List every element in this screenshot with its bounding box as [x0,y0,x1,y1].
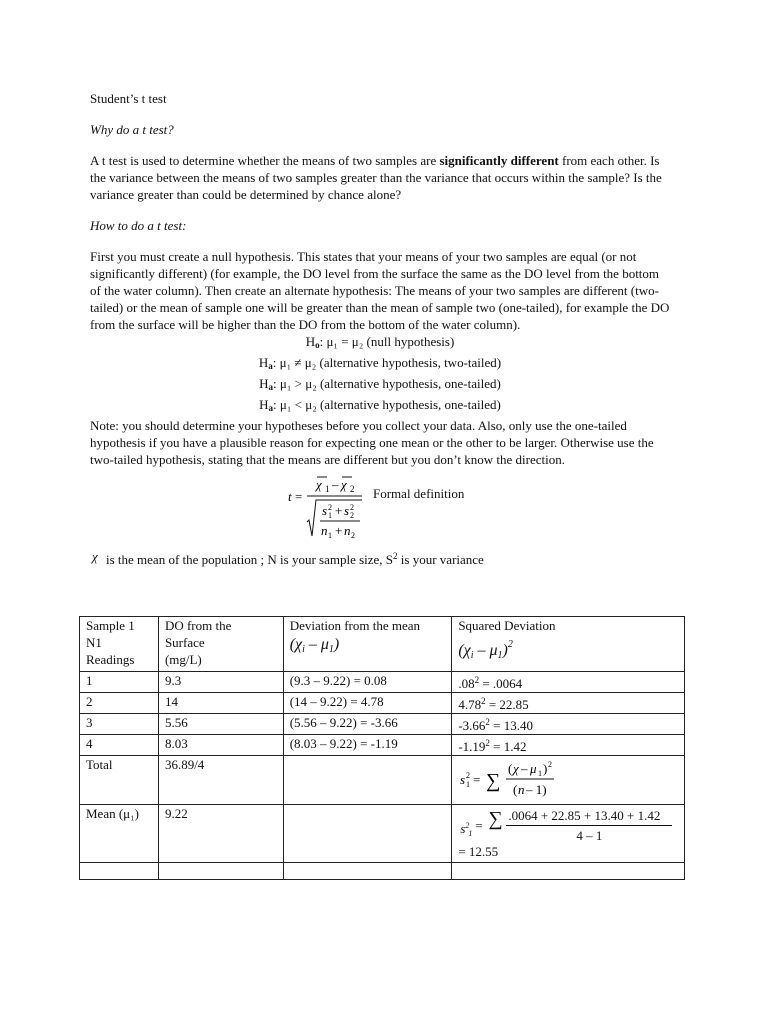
svg-text:1: 1 [466,780,471,789]
variance-numerator: .0064 + 22.85 + 13.40 + 1.42 [508,808,661,823]
variance-formula [452,756,685,805]
svg-text:): ) [543,761,548,776]
table-row: 4 8.03 (8.03 – 9.22) = -1.19 $-1.19^2 = 1.42$ [80,735,685,756]
svg-text:(: ( [508,761,513,776]
svg-text:2: 2 [351,531,355,540]
svg-text:– 1): – 1) [526,782,547,797]
svg-text:+: + [335,523,343,538]
svg-text:χ: χ [316,477,322,492]
header-squared: Squared Deviation (χi – μ1)$^2$ [452,617,685,672]
svg-text:2: 2 [548,760,553,769]
t-formula-graphic [280,470,370,542]
doc-title: Student’s t test [90,91,167,106]
intro-post: from each other. Is the variance between the means of two samples greater than the variance that occurs within the sample? Is the variance greater than could be determined by chance alone? [90,153,662,202]
table-row-empty [80,863,685,880]
why-heading: Why do a t test? [90,122,174,137]
chi-bar-symbol: χ [92,549,98,564]
table-row: 3 5.56 (5.56 – 9.22) = -3.66 $-3.66^2 = 13.40$ [80,714,685,735]
svg-text:2: 2 [328,503,332,512]
hypothesis-less: $H_a$: μ₁ < μ₂ (alternative hypothesis, one-tailed) [259,397,501,413]
svg-text:2: 2 [350,503,354,512]
svg-text:1: 1 [328,531,332,540]
note-paragraph: Note: you should determine your hypotheses before you collect your data. Also, only use the one-tailed hypothesis if you have a plausible reason for expecting one mean or the other to be larger. Otherwise use the two-tailed hypothesis, stating that the means are different but you don’t know the direction. [90,418,654,467]
variance-computation: $s^2$ 1 = ∑ .0064 + 22.85 + 13.40 + 1.42 4 – 1 = 12.55 [452,805,685,863]
header-do: DO from the Surface (mg/L) [158,617,283,672]
svg-text:–: – [332,477,339,492]
svg-text:2: 2 [466,771,471,780]
intro-paragraph [90,152,670,203]
document-page [90,90,670,568]
variance-result: = 12.55 [458,844,499,859]
table-row-mean: Mean (μ₁) 9.22 $s^2$ 1 = ∑ .0064 + 22.85 + 13.40 + 1.42 4 – 1 = 12.55 [80,805,685,863]
header-deviation: Deviation from the mean (χi – μ1) [283,617,452,672]
hypothesis-null: $H_o$: μ₁ = μ₂ (null hypothesis) [305,334,455,350]
svg-text:χ: χ [513,761,520,776]
svg-text:s: s [322,503,328,518]
how-heading: How to do a t test: [90,218,187,233]
svg-text:=: = [473,772,481,787]
definition-text: is the mean of the population ; N is your sample size, $S^2$ is your variance [106,551,484,567]
intro-pre: A t test is used to determine whether the means of two samples are [90,153,440,168]
svg-text:2: 2 [350,511,354,520]
svg-text:n: n [344,523,351,538]
svg-text:=: = [295,489,303,504]
svg-text:1: 1 [538,769,543,778]
svg-text:(: ( [513,782,518,797]
svg-text:n: n [321,523,328,538]
null-hypothesis-paragraph: First you must create a null hypothesis. This states that your means of your two samples are equal (or not significantly different) (for example, the DO level from the surface the same as the DO level from the bottom of the water column). Then create an alternate hypothesis: The means of your two samples are different (two-tailed) or the mean of sample one will be greater than the mean of sample two (one-tailed), for example the DO from the surface will be higher than the DO from the bottom of the water column). [90,249,670,332]
svg-text:1: 1 [325,484,330,494]
svg-text:+: + [335,503,343,518]
svg-text:∑: ∑ [486,770,501,792]
svg-text:2: 2 [350,484,355,494]
svg-text:χ: χ [341,477,347,492]
header-sample: Sample 1 N1 Readings [80,617,159,672]
formula-label: Formal definition [373,486,465,501]
hypotheses-list [90,333,670,417]
hypothesis-two-tailed: $H_a$: μ₁ ≠ μ₂ (alternative hypothesis, two-tailed) [258,355,502,371]
data-table [79,616,685,880]
svg-text:n: n [518,782,525,797]
hypothesis-greater: $H_a$: μ₁ > μ₂ (alternative hypothesis, one-tailed) [259,376,501,392]
intro-bold: significantly different [439,153,559,168]
svg-text:t: t [288,489,292,504]
svg-text:–: – [521,761,528,776]
variance-formula-graphic [458,756,578,800]
t-formula [90,470,670,542]
svg-text:1: 1 [328,511,332,520]
table-header-row [80,617,685,672]
variance-denominator: 4 – 1 [576,828,603,843]
table-row: 2 14 (14 – 9.22) = 4.78 $4.78^2 = 22.85$ [80,693,685,714]
svg-text:μ: μ [530,761,537,776]
svg-text:s: s [344,503,350,518]
table-row: 1 9.3 (9.3 – 9.22) = 0.08 $.08^2 = .0064$ [80,672,685,693]
svg-text:s: s [460,772,466,787]
definition-line [90,548,670,568]
table-row-total: Total 36.89/4 s 2 1 = ∑ ( χ – μ 1 ) 2 ( n – 1) [80,756,685,805]
